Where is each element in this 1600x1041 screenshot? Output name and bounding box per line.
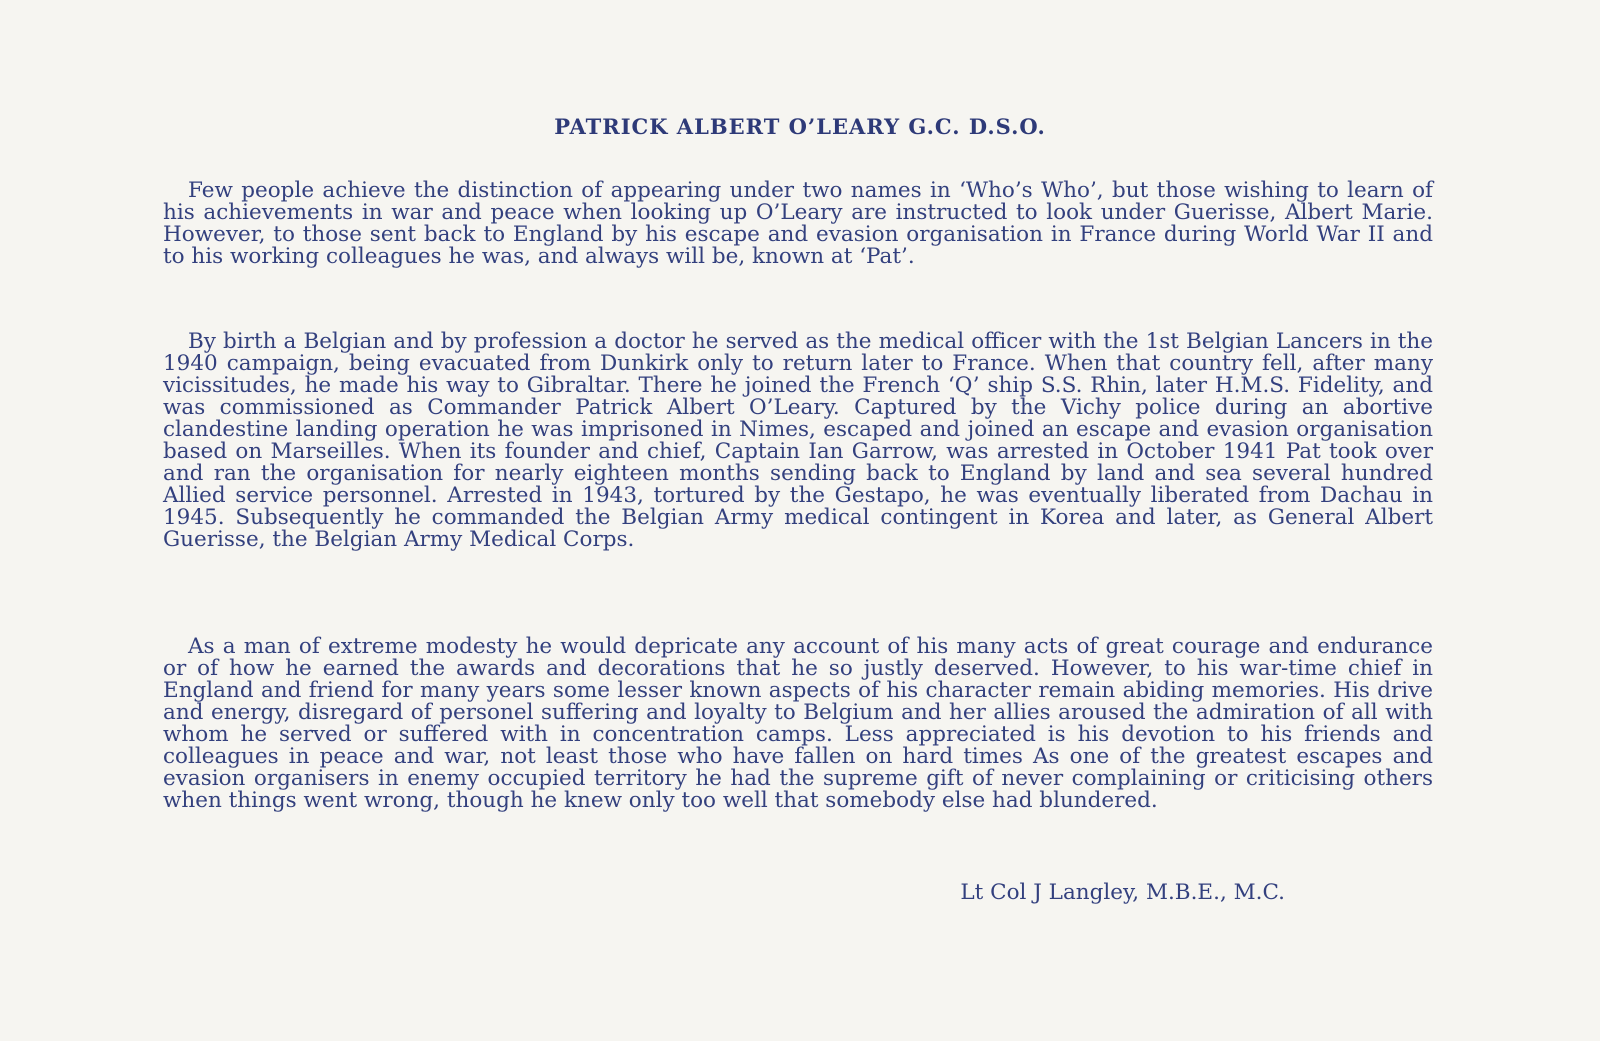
paragraph-character: As a man of extreme modesty he would depricate any account of his many acts of great courage and endurance or of how he earned the awards and decorations that he so justly deserved. However, to his war-time chief in England and friend for many years some lesser known aspects of his character remain abiding memories. His drive and energy, disregard of personel suffering and loyalty to Belgium and her allies aroused the admiration of all with whom he served or suffered with in concentration camps. Less appreciated is his devotion to his friends and colleagues in peace and war, not least those who have fallen on hard times As one of the greatest escapes and evasion organisers in enemy occupied territory he had the supreme gift of never complaining or criticising others when things went wrong, though he knew only too well that somebody else had blundered. <box>163 634 1433 813</box>
paragraph-names: Few people achieve the distinction of appearing under two names in ‘Who’s Who’, but those wishing to learn of his achievements in war and peace when looking up O’Leary are instructed to look under Guerisse, Albert Marie. However, to those sent back to England by his escape and evasion organisation in France during World War II and to his working colleagues he was, and always will be, known at ‘Pat’. <box>163 178 1433 269</box>
page-title: PATRICK ALBERT O’LEARY G.C. D.S.O. <box>554 114 1046 139</box>
paragraph-biography: By birth a Belgian and by profession a doctor he served as the medical officer with the 1st Belgian Lancers in the 1940 campaign, being evacuated from Dunkirk only to return later to France. When that country fell, after many vicissitudes, he made his way to Gibraltar. There he joined the French ‘Q’ ship S.S. Rhin, later H.M.S. Fidelity, and was commissioned as Commander Patrick Albert O’Leary. Captured by the Vichy police during an abortive clandestine landing operation he was imprisoned in Nimes, escaped and joined an escape and evasion organisation based on Marseilles. When its founder and chief, Captain Ian Garrow, was arrested in October 1941 Pat took over and ran the organisation for nearly eighteen months sending back to England by land and sea several hundred Allied service personnel. Arrested in 1943, tortured by the Gestapo, he was eventually liberated from Dachau in 1945. Subsequently he commanded the Belgian Army medical contingent in Korea and later, as General Albert Guerisse, the Belgian Army Medical Corps. <box>163 329 1433 552</box>
signature: Lt Col J Langley, M.B.E., M.C. <box>960 880 1285 905</box>
